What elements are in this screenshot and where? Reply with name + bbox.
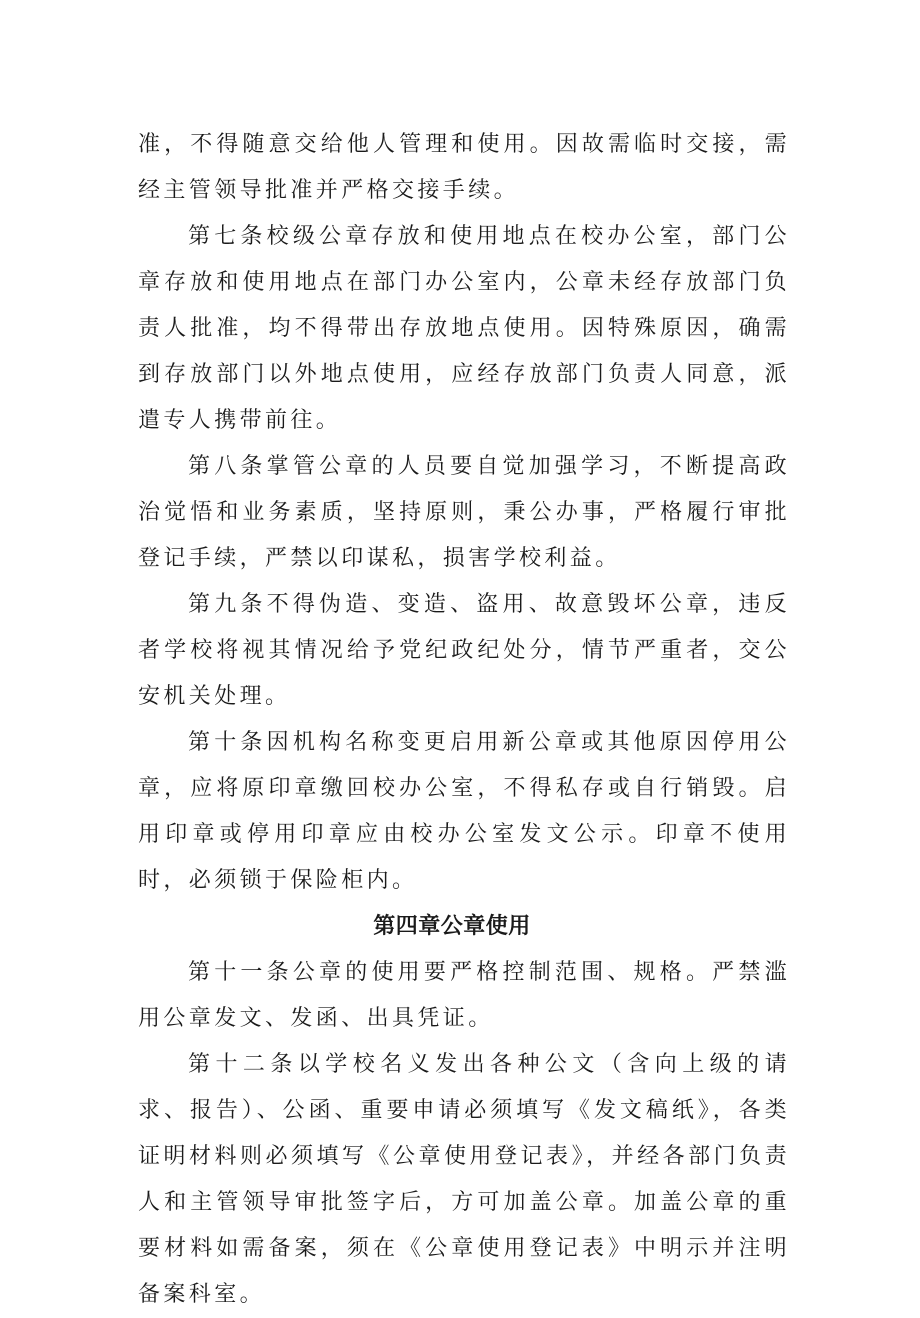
paragraph-article-12: 第十二条以学校名义发出各种公文（含向上级的请求、报告）、公函、重要申请必须填写《发文稿纸》，各类证明材料则必须填写《公章使用登记表》，并经各部门负责人和主管领导审批签字后，方可加盖公章。加盖公章的重要材料如需备案，须在《公章使用登记表》中明示并注明备案科室。 bbox=[138, 1052, 790, 1307]
paragraph-continuation: 准，不得随意交给他人管理和使用。因故需临时交接，需经主管领导批准并严格交接手续。 bbox=[138, 132, 790, 203]
paragraph-article-10: 第十条因机构名称变更启用新公章或其他原因停用公章，应将原印章缴回校办公室，不得私存或自行销毁。启用印章或停用印章应由校办公室发文公示。印章不使用时，必须锁于保险柜内。 bbox=[138, 730, 790, 893]
paragraph-article-7: 第七条校级公章存放和使用地点在校办公室，部门公章存放和使用地点在部门办公室内，公章未经存放部门负责人批准，均不得带出存放地点使用。因特殊原因，确需到存放部门以外地点使用，应经存放部门负责人同意，派遣专人携带前往。 bbox=[138, 224, 790, 433]
paragraph-article-8: 第八条掌管公章的人员要自觉加强学习，不断提高政治觉悟和业务素质，坚持原则，秉公办事，严格履行审批登记手续，严禁以印谋私，损害学校利益。 bbox=[138, 454, 790, 571]
document-body bbox=[138, 122, 790, 1318]
paragraph-article-11: 第十一条公章的使用要严格控制范围、规格。严禁滥用公章发文、发函、出具凭证。 bbox=[138, 960, 790, 1031]
chapter-heading: 第四章公章使用 bbox=[373, 914, 531, 939]
paragraph-article-9: 第九条不得伪造、变造、盗用、故意毁坏公章，违反者学校将视其情况给予党纪政纪处分，情节严重者，交公安机关处理。 bbox=[138, 592, 790, 709]
